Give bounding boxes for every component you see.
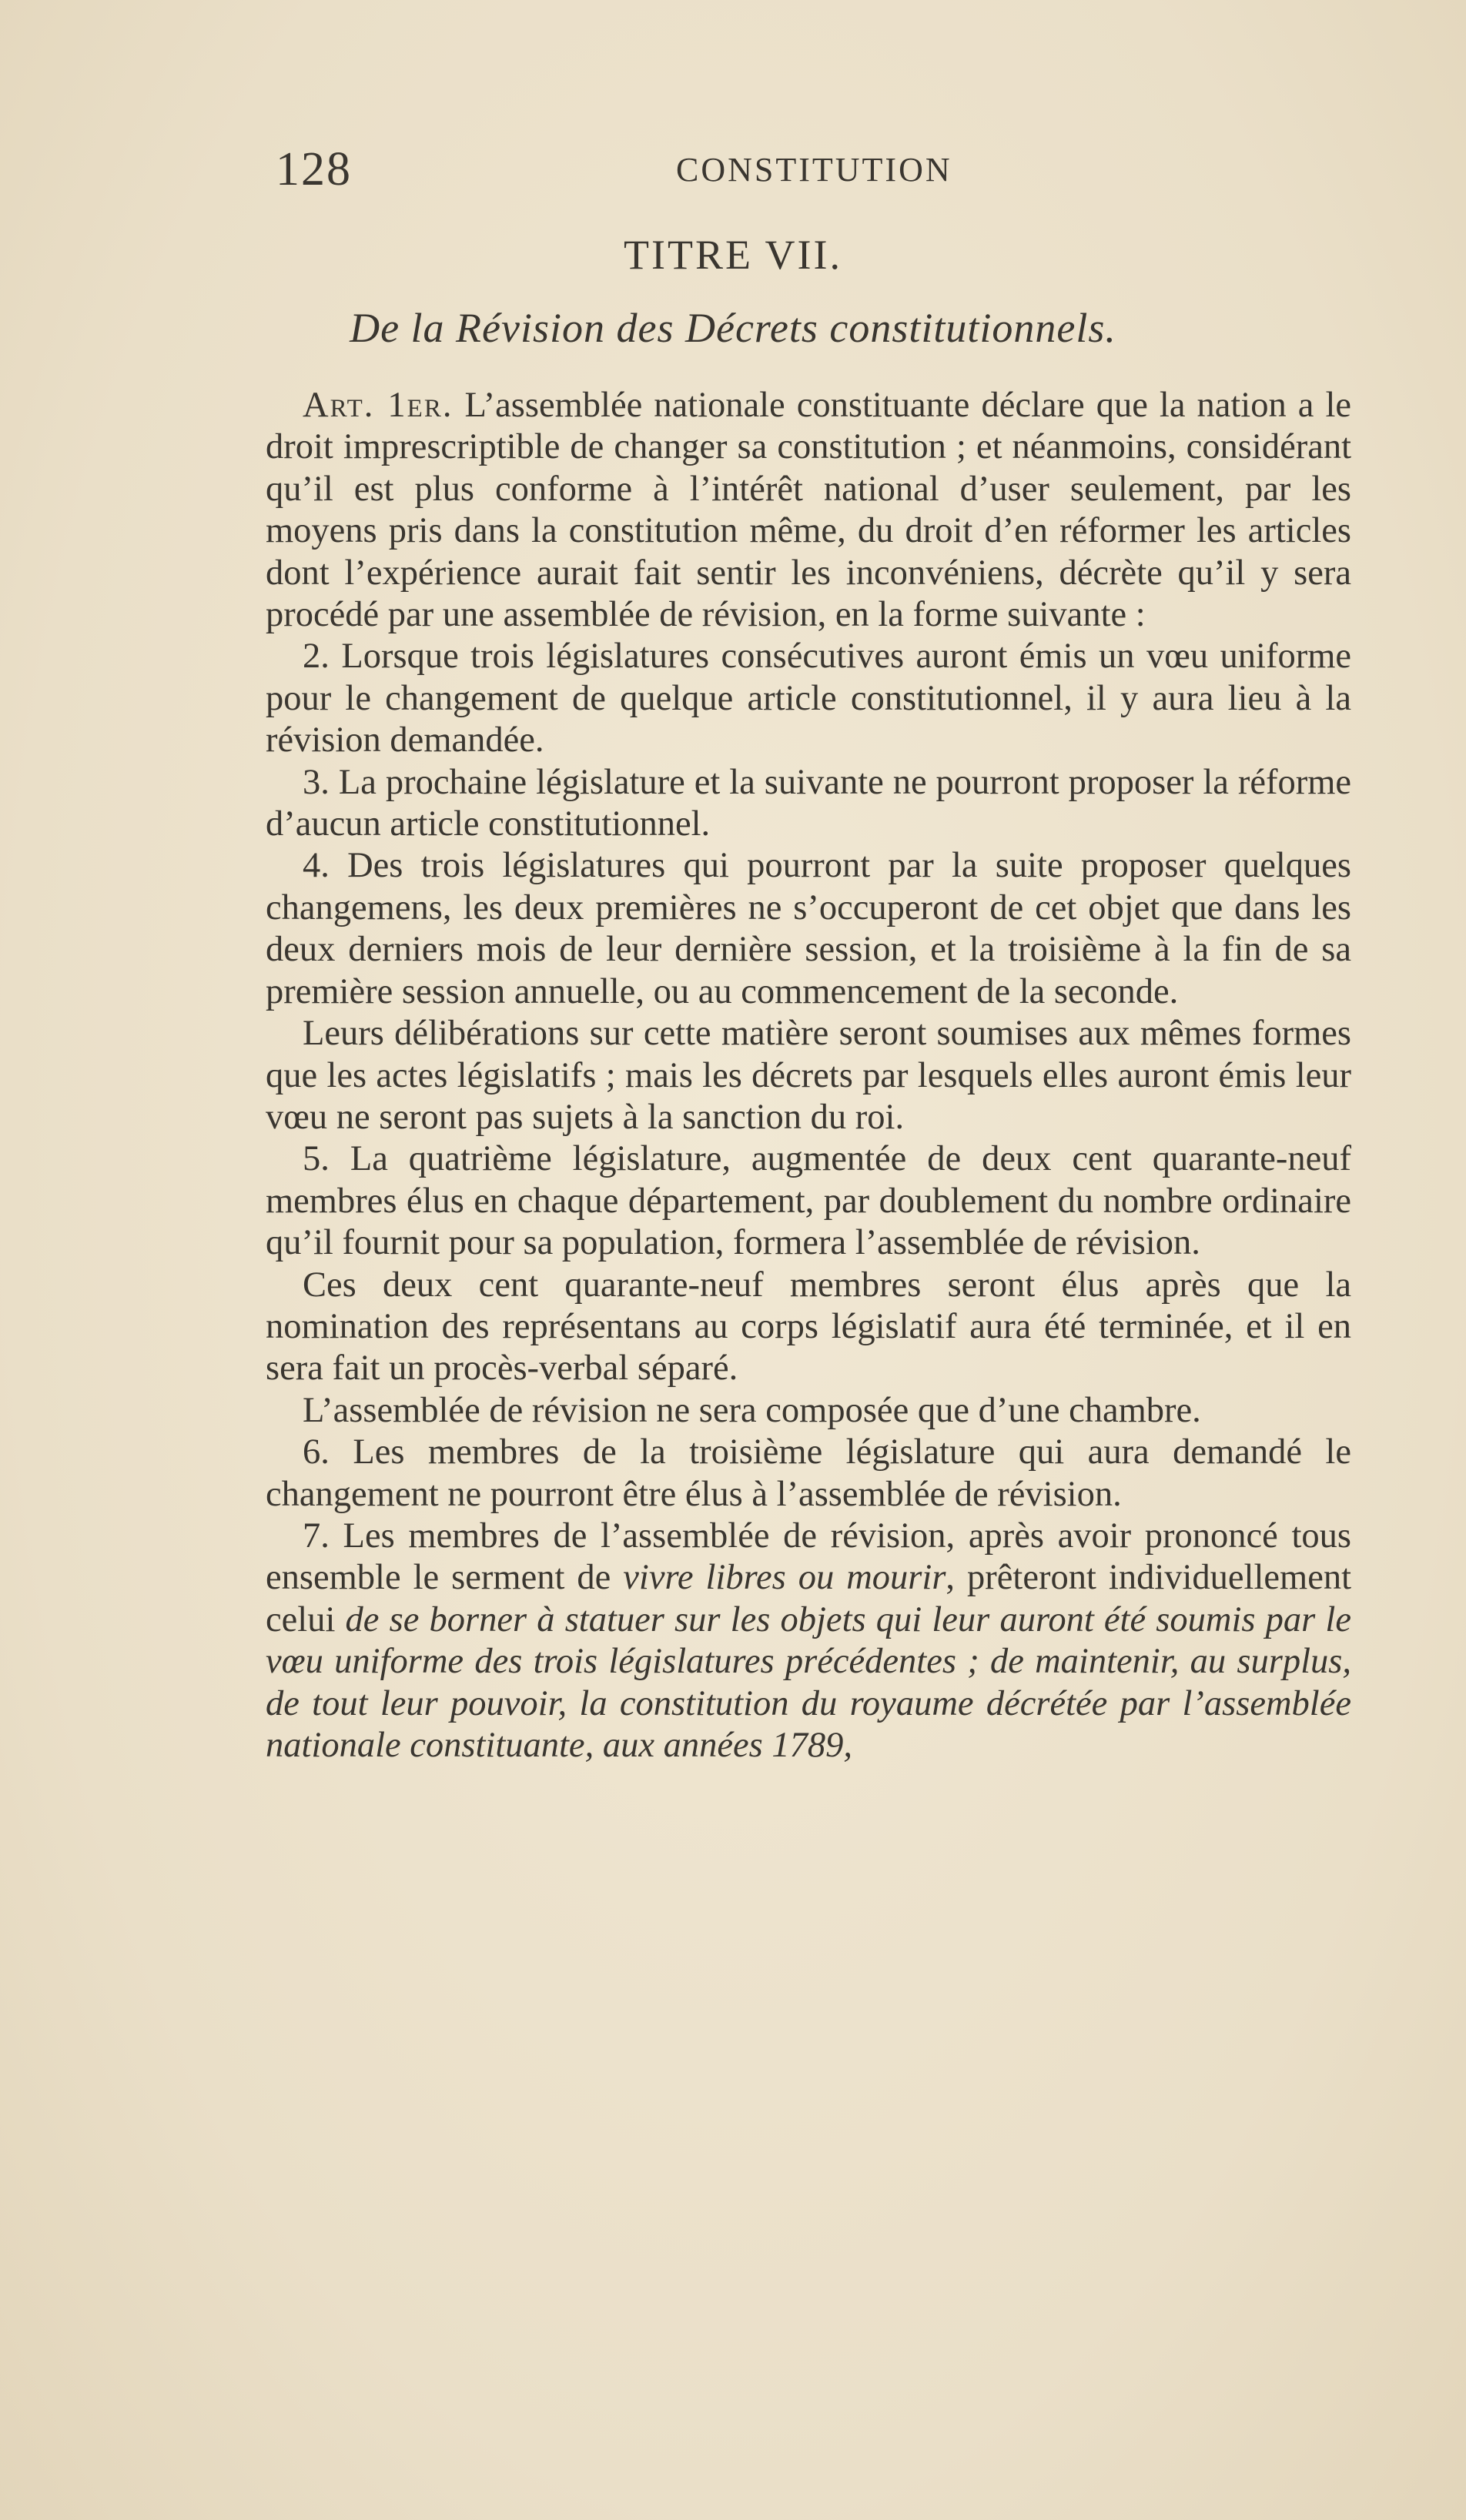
article-7-oath: vivre libres ou mourir <box>623 1558 946 1598</box>
body-text <box>266 385 1351 1766</box>
running-head <box>276 142 1354 196</box>
article-7-individual-oath: de se borner à statuer sur les objets qui leur auront été soumis par le vœu uniforme des trois législatures précédentes ; de maintenir, au surplus, de tout leur pouvoir, la constitution du royaume décrétée par l’assemblée nationale constituante, aux années 1789, <box>266 1599 1351 1765</box>
running-title: CONSTITUTION <box>676 151 952 189</box>
page-number: 128 <box>276 143 352 196</box>
article-7-text-b: , prêteront individuellement celui <box>266 1558 1352 1639</box>
article-5: 5. La quatrième législature, augmentée de deux cent quarante-neuf membres élus en chaque département, par doublement du nombre ordinaire qu’il fournit pour sa population, formera l’assemblée de révision. <box>266 1139 1351 1263</box>
article-2: 2. Lorsque trois législatures consécutives auront émis un vœu uniforme pour le changement de quelque article constitutionnel, il y aura lieu à la révision demandée. <box>266 637 1351 760</box>
article-4: 4. Des trois législatures qui pourront par la suite proposer quelques changemens, les deux premières ne s’occuperont de cet objet que dans les deux derniers mois de leur dernière session, et la troisième à la fin de sa première session annuelle, ou au commencement de la seconde. <box>266 846 1351 1011</box>
section-title: TITRE VII. <box>624 232 842 278</box>
article-1-text: L’assemblée nationale constituante déclare que la nation a le droit imprescriptible de changer sa constitution ; et néanmoins, considérant qu’il est plus conforme à l’intérêt national d’user seulement, par les moyens pris dans la constitution même, du droit d’en réformer les articles dont l’expérience aurait fait sentir les inconvéniens, décrète qu’il y sera procédé par une assemblée de révision, en la forme suivante : <box>266 386 1352 635</box>
article-3: 3. La prochaine législature et la suivante ne pourront proposer la réforme d’aucun article constitutionnel. <box>266 762 1351 844</box>
article-6: 6. Les membres de la troisième législature qui aura demandé le changement ne pourront être élus à l’assemblée de révision. <box>266 1432 1351 1514</box>
article-1 <box>266 385 1351 636</box>
article-4-paragraph-2: Leurs délibérations sur cette matière seront soumises aux mêmes formes que les actes législatifs ; mais les décrets par lesquels elles auront émis leur vœu ne seront pas sujets à la sanction du roi. <box>266 1014 1351 1137</box>
article-7 <box>266 1516 1351 1766</box>
section-subtitle: De la Révision des Décrets constitutionnels. <box>350 305 1116 351</box>
article-1-label: Art. 1er. <box>303 386 454 425</box>
article-5-paragraph-2: Ces deux cent quarante-neuf membres seront élus après que la nomination des représentans au corps législatif aura été terminée, et il en sera fait un procès-verbal séparé. <box>266 1265 1351 1389</box>
article-7-text-a: 7. Les membres de l’assemblée de révision, après avoir prononcé tous ensemble le serment de <box>266 1516 1351 1598</box>
article-5-paragraph-3: L’assemblée de révision ne sera composée que d’une chambre. <box>303 1390 1201 1430</box>
